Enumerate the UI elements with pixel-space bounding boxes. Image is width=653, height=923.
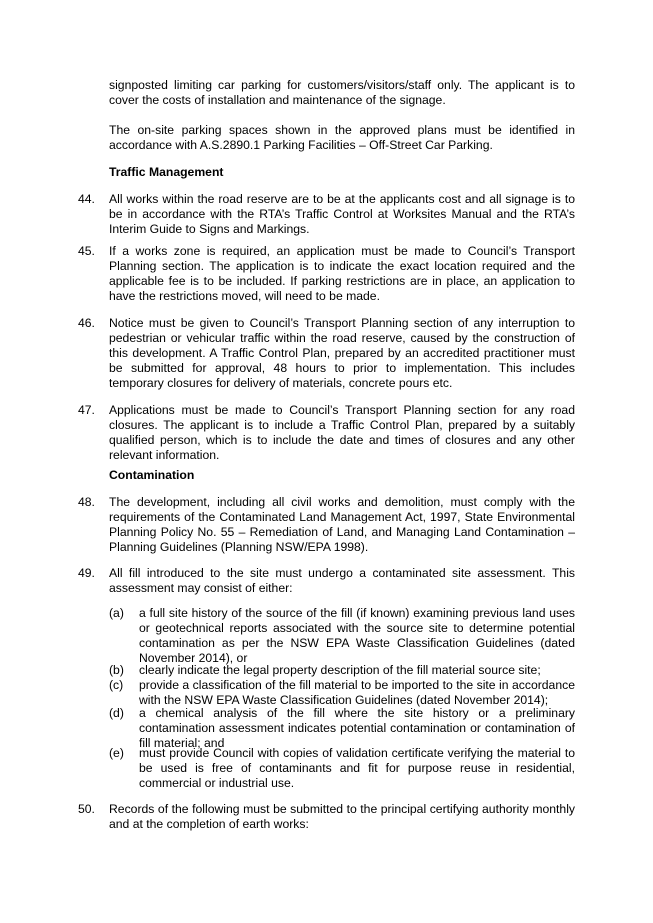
sub-item-label: (d) <box>109 706 124 720</box>
clause-text: All fill introduced to the site must undergo a contaminated site assessment. This assessment may consist of either: <box>109 566 575 595</box>
sub-item-label: (c) <box>109 678 124 692</box>
section-heading-traffic-management: Traffic Management <box>109 165 224 179</box>
sub-item-text: must provide Council with copies of validation certificate verifying the material to be used is free of contaminants and fit for purpose reuse in residential, commercial or industrial use. <box>139 746 575 790</box>
sub-item-text: clearly indicate the legal property description of the fill material source site; <box>139 663 541 677</box>
clause-text: Applications must be made to Council’s Transport Planning section for any road closures. The applicant is to include a Traffic Control Plan, prepared by a suitably qualified person, which is to include the date and times of closures and any other relevant information. <box>109 403 575 462</box>
clause-text: The development, including all civil works and demolition, must comply with the requirements of the Contaminated Land Management Act, 1997, State Environmental Planning Policy No. 55 – Remediation of Land, and Managing Land Contamination – Planning Guidelines (Planning NSW/EPA 1998). <box>109 495 575 554</box>
clause-number: 49. <box>78 566 95 580</box>
clause-text: Notice must be given to Council’s Transport Planning section of any interruption to pedestrian or vehicular traffic within the road reserve, caused by the construction of this development. A Traffic Control Plan, prepared by an accredited practitioner must be submitted for approval, 48 hours to prior to implementation. This includes temporary closures for delivery of materials, concrete pours etc. <box>109 316 575 390</box>
clause-number: 47. <box>78 403 95 417</box>
sub-item-label: (e) <box>109 746 124 760</box>
clause-text: Records of the following must be submitted to the principal certifying authority monthly and at the completion of earth works: <box>109 802 575 831</box>
clause-number: 45. <box>78 244 95 258</box>
clause-number: 44. <box>78 192 95 206</box>
intro-paragraph: The on-site parking spaces shown in the approved plans must be identified in accordance with A.S.2890.1 Parking Facilities – Off-Street Car Parking. <box>109 123 575 152</box>
sub-item-label: (b) <box>109 663 124 677</box>
clause-number: 48. <box>78 495 95 509</box>
clause-number: 46. <box>78 316 95 330</box>
clause-text: If a works zone is required, an application must be made to Council’s Transport Planning section. The application is to indicate the exact location required and the applicable fee is to be included. If parking restrictions are in place, an application to have the restrictions moved, will need to be made. <box>109 244 575 303</box>
sub-item-label: (a) <box>109 606 124 620</box>
sub-item-text: provide a classification of the fill material to be imported to the site in accordance with the NSW EPA Waste Classification Guidelines (dated November 2014); <box>139 678 575 707</box>
sub-item-text: a full site history of the source of the fill (if known) examining previous land uses or geotechnical reports associated with the source site to determine potential contamination as per the NSW EPA Waste Classification Guidelines (dated November 2014), or <box>139 606 575 665</box>
intro-paragraph: signposted limiting car parking for customers/visitors/staff only. The applicant is to cover the costs of installation and maintenance of the signage. <box>109 78 575 107</box>
section-heading-contamination: Contamination <box>109 468 195 482</box>
clause-text: All works within the road reserve are to be at the applicants cost and all signage is to be in accordance with the RTA’s Traffic Control at Worksites Manual and the RTA’s Interim Guide to Signs and Markings. <box>109 192 575 236</box>
sub-item-text: a chemical analysis of the fill where the site history or a preliminary contamination assessment indicates potential contamination or contamination of fill material; and <box>139 706 575 750</box>
clause-number: 50. <box>78 802 95 816</box>
